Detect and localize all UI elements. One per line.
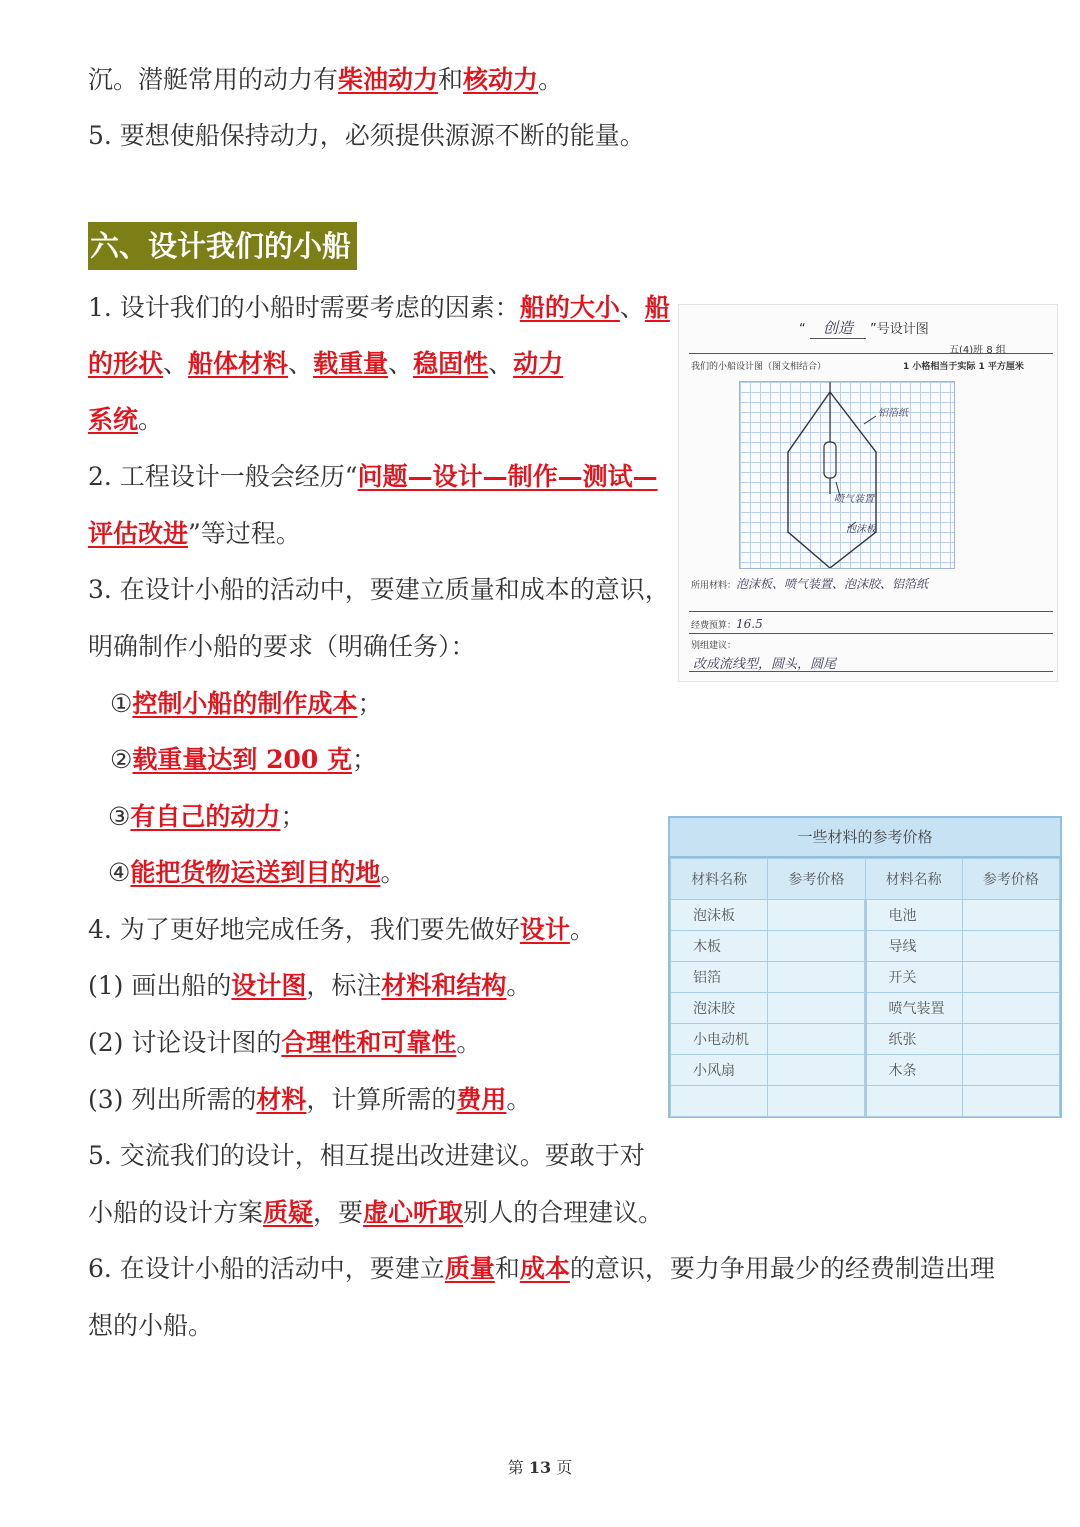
- item-number: ①: [110, 689, 133, 718]
- key-term: 动力: [513, 349, 564, 378]
- field-value: 16.5: [736, 617, 763, 631]
- requirement-item: [108, 799, 305, 835]
- text: 沉。潜艇常用的动力有: [88, 65, 339, 94]
- requirement-item: [110, 686, 382, 722]
- text-line: 明确制作小船的要求（明确任务）：: [88, 632, 476, 661]
- table-cell: [962, 931, 1059, 962]
- key-term: 系统: [88, 405, 139, 434]
- price-grid: [670, 858, 1060, 1117]
- key-term: 有自己的动力: [130, 802, 281, 831]
- text-line: [88, 1082, 531, 1118]
- text-line: [88, 968, 531, 1004]
- key-term: 设计: [519, 915, 570, 944]
- sheet-class: 五(4)班 8 组: [949, 345, 1006, 356]
- column-header: 参考价格: [768, 859, 865, 900]
- table-cell: 开关: [865, 962, 962, 993]
- text: ；: [352, 745, 378, 774]
- text: 、: [488, 349, 514, 378]
- table-header-row: [671, 859, 1060, 900]
- table-cell: [768, 993, 865, 1024]
- table-cell: [962, 993, 1059, 1024]
- text-line: 5. 要想使船保持动力，必须提供源源不断的能量。: [88, 121, 645, 150]
- table-row: [671, 962, 1060, 993]
- key-term: 成本: [519, 1254, 570, 1283]
- text: ，计算所需的: [306, 1085, 457, 1114]
- table-cell: 小风扇: [671, 1055, 768, 1086]
- divider: [689, 611, 1053, 612]
- key-term: 载重量: [313, 349, 389, 378]
- text: 。: [380, 858, 406, 887]
- table-cell: [671, 1086, 768, 1117]
- text: 、: [388, 349, 414, 378]
- sheet-title: [799, 317, 929, 339]
- text: 和: [494, 1254, 520, 1283]
- key-term: 虚心听取: [363, 1198, 464, 1227]
- key-term: 控制小船的制作成本: [132, 689, 358, 718]
- table-cell: 小电动机: [671, 1024, 768, 1055]
- text: 1. 设计我们的小船时需要考虑的因素：: [88, 293, 520, 322]
- table-row: [671, 993, 1060, 1024]
- text: 。: [506, 1085, 532, 1114]
- key-term: 核动力: [463, 65, 539, 94]
- table-cell: 木板: [671, 931, 768, 962]
- materials-row: [691, 575, 928, 592]
- field-value: 泡沫板、喷气装置、泡沫胶、铝箔纸: [736, 577, 929, 591]
- column-header: 材料名称: [671, 859, 768, 900]
- boat-name: 创造: [810, 317, 866, 339]
- table-cell: 铝箔: [671, 962, 768, 993]
- text-line: [88, 459, 658, 495]
- text-line: [88, 516, 301, 552]
- advice-value: 改成流线型，圆头，圆尾: [693, 657, 837, 672]
- text: 。: [456, 1028, 482, 1057]
- page-number: [0, 1455, 1080, 1478]
- table-cell: [768, 962, 865, 993]
- sketch-label: 泡沫板: [846, 524, 876, 535]
- key-term: 载重量达到 200 克: [132, 745, 353, 774]
- table-cell: 电池: [865, 900, 962, 931]
- sheet-caption: 我们的小船设计图（图文相结合）: [691, 362, 827, 372]
- text: (1) 画出船的: [88, 971, 232, 1000]
- text: 、: [288, 349, 314, 378]
- column-header: 材料名称: [865, 859, 962, 900]
- key-term: 材料和结构: [381, 971, 507, 1000]
- table-cell: [962, 962, 1059, 993]
- requirement-item: [110, 742, 377, 778]
- field-label: 所用材料：: [691, 581, 737, 591]
- key-term: 材料: [256, 1085, 307, 1114]
- text: 。: [538, 65, 564, 94]
- text: ；: [280, 802, 306, 831]
- text-line: 3. 在设计小船的活动中，要建立质量和成本的意识，: [88, 575, 670, 604]
- text: 小船的设计方案: [88, 1198, 264, 1227]
- text-line: [88, 62, 563, 98]
- table-cell: [962, 1055, 1059, 1086]
- table-cell: [865, 1086, 962, 1117]
- pointer-line: [864, 416, 876, 424]
- text: “: [799, 322, 806, 337]
- text: (3) 列出所需的: [88, 1085, 257, 1114]
- page-number-value: 13: [528, 1458, 552, 1477]
- text-line: [88, 346, 563, 382]
- text: 2. 工程设计一般会经历“: [88, 462, 358, 491]
- key-term: 合理性和可靠性: [281, 1028, 457, 1057]
- key-term: 船的大小: [519, 293, 620, 322]
- table-cell: [962, 1086, 1059, 1117]
- section-heading: 六、设计我们的小船: [88, 222, 357, 270]
- key-term: 质量: [444, 1254, 495, 1283]
- text-line: [88, 1195, 663, 1231]
- text: 的意识，要力争用最少的经费制造出理: [569, 1254, 995, 1283]
- key-term: 能把货物运送到目的地: [130, 858, 381, 887]
- text: 和: [438, 65, 464, 94]
- text: 第: [507, 1458, 524, 1477]
- design-grid: [739, 381, 955, 569]
- divider: [689, 633, 1053, 634]
- text: ”号设计图: [870, 322, 929, 337]
- text-line: 想的小船。: [88, 1311, 214, 1340]
- key-term: 柴油动力: [338, 65, 439, 94]
- material-price-table: [668, 816, 1062, 1118]
- text: 、: [163, 349, 189, 378]
- item-number: ②: [110, 745, 133, 774]
- table-cell: 导线: [865, 931, 962, 962]
- table-row: [671, 1055, 1060, 1086]
- text-line: [88, 912, 595, 948]
- key-term: 费用: [456, 1085, 507, 1114]
- text-line: [88, 290, 670, 326]
- text: 别人的合理建议。: [463, 1198, 664, 1227]
- text: ，要: [313, 1198, 364, 1227]
- sheet-scale: 1 小格相当于实际 1 平方厘米: [903, 362, 1024, 372]
- key-term: 设计图: [231, 971, 307, 1000]
- table-cell: [768, 900, 865, 931]
- table-cell: [768, 931, 865, 962]
- key-term: 的形状: [88, 349, 164, 378]
- table-row: [671, 931, 1060, 962]
- boat-sketch: [740, 382, 954, 568]
- text: 。: [569, 915, 595, 944]
- table-cell: 泡沫胶: [671, 993, 768, 1024]
- text-line: 5. 交流我们的设计，相互提出改进建议。要敢于对: [88, 1141, 645, 1170]
- key-term: 船体材料: [188, 349, 289, 378]
- item-number: ④: [108, 858, 131, 887]
- text: 。: [138, 405, 164, 434]
- key-term: 评估改进: [88, 519, 189, 548]
- table-row: [671, 900, 1060, 931]
- key-term: 船: [644, 293, 670, 322]
- table-cell: 木条: [865, 1055, 962, 1086]
- text: 页: [556, 1458, 573, 1477]
- table-row: [671, 1024, 1060, 1055]
- column-header: 参考价格: [962, 859, 1059, 900]
- divider: [689, 671, 1053, 672]
- text: ；: [357, 689, 383, 718]
- table-title: 一些材料的参考价格: [670, 818, 1060, 858]
- text-line: [88, 402, 163, 438]
- text: 4. 为了更好地完成任务，我们要先做好: [88, 915, 520, 944]
- text: 。: [506, 971, 532, 1000]
- item-number: ③: [108, 802, 131, 831]
- key-term: 问题—设计—制作—测试—: [357, 462, 658, 491]
- boat-design-sheet: [678, 304, 1058, 682]
- field-label: 经费预算：: [691, 621, 737, 631]
- table-cell: [768, 1024, 865, 1055]
- text: (2) 讨论设计图的: [88, 1028, 282, 1057]
- text: ”等过程。: [188, 519, 301, 548]
- text: ，标注: [306, 971, 382, 1000]
- table-cell: [768, 1086, 865, 1117]
- table-row: [671, 1086, 1060, 1117]
- sketch-label: 铝箔纸: [878, 408, 908, 419]
- table-cell: [962, 900, 1059, 931]
- table-cell: 纸张: [865, 1024, 962, 1055]
- table-cell: 喷气装置: [865, 993, 962, 1024]
- text: 6. 在设计小船的活动中，要建立: [88, 1254, 445, 1283]
- boat-outline: [788, 392, 876, 568]
- advice-label: 别组建议：: [691, 641, 737, 651]
- budget-row: [691, 617, 763, 631]
- table-cell: 泡沫板: [671, 900, 768, 931]
- text-line: [88, 1025, 481, 1061]
- requirement-item: [108, 855, 405, 891]
- text-line: [88, 1251, 995, 1287]
- key-term: 质疑: [263, 1198, 314, 1227]
- sketch-label: 喷气装置: [834, 494, 874, 505]
- jet-device: [824, 442, 836, 478]
- divider: [689, 353, 1053, 354]
- table-cell: [962, 1024, 1059, 1055]
- table-cell: [768, 1055, 865, 1086]
- key-term: 稳固性: [413, 349, 489, 378]
- text: 、: [619, 293, 645, 322]
